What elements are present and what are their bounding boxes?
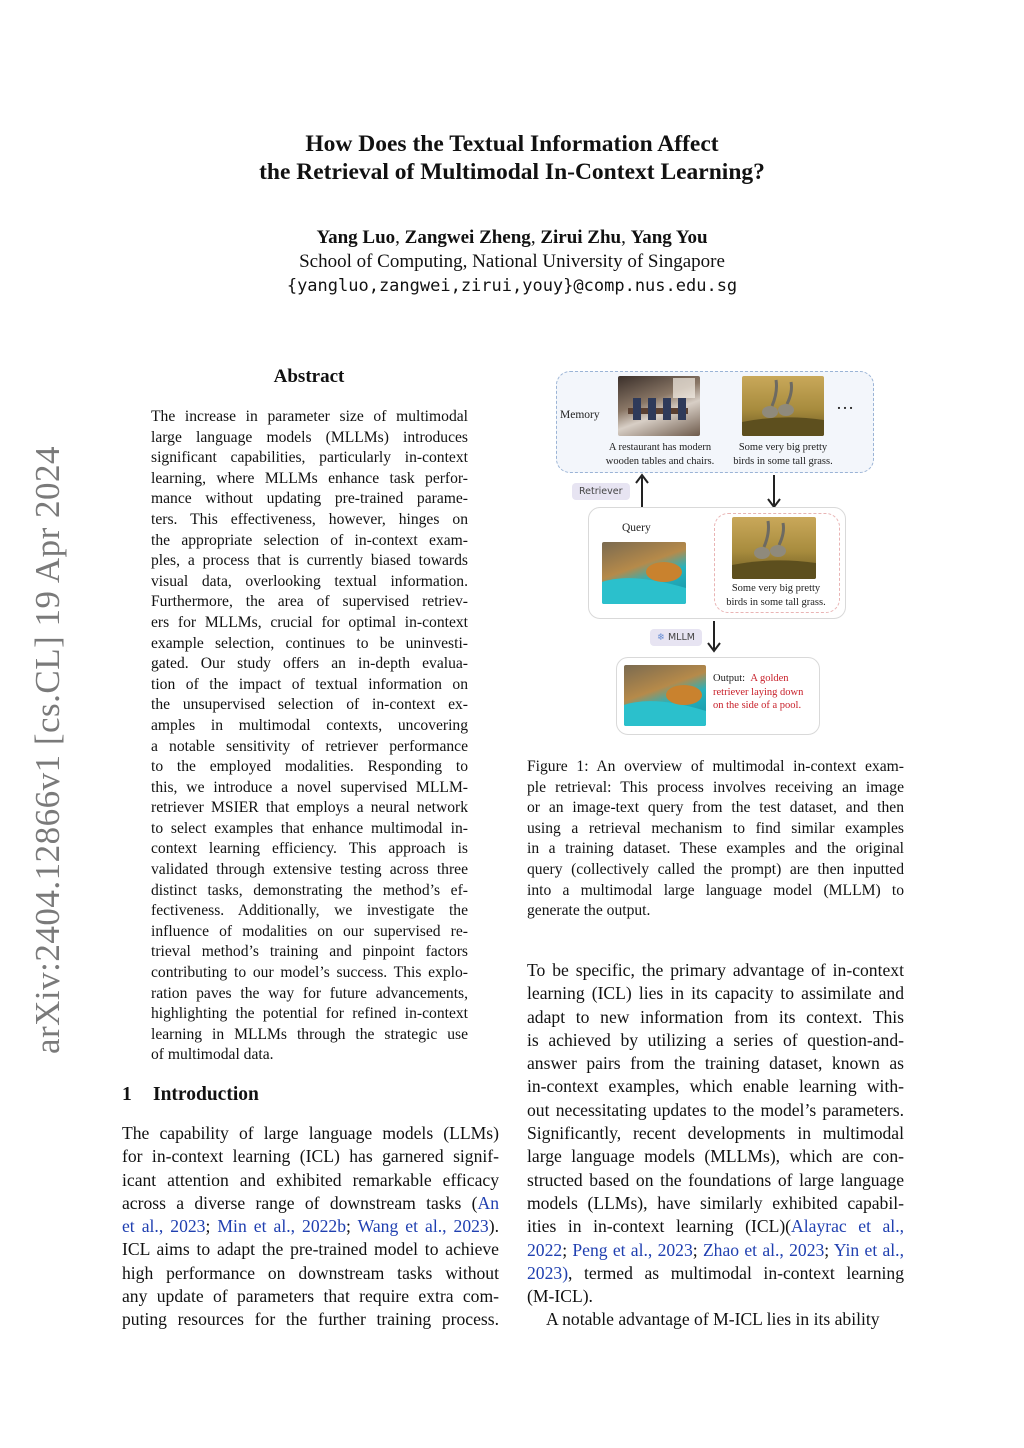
retriever-tag: Retriever	[572, 483, 630, 500]
section-number: 1	[122, 1084, 132, 1105]
dog-pool-illustration	[624, 665, 706, 726]
output-label: Output:	[713, 673, 746, 684]
output-text-line: on the side of a pool.	[713, 700, 802, 711]
caption-line: query (collectively called the prompt) are then inputted	[527, 860, 904, 878]
text-line: is achieved by utilizing a series of question-and-	[527, 1029, 904, 1050]
restaurant-image	[618, 376, 700, 436]
example-birds-image	[732, 517, 816, 579]
intro-paragraph-left	[122, 1122, 499, 1332]
abstract-line: tion of the impact of textual information on	[151, 675, 468, 693]
citation-link[interactable]: 2023)	[527, 1262, 569, 1283]
query-image	[602, 542, 686, 604]
text-fragment: across a diverse range of downstream tasks (	[122, 1192, 478, 1213]
author-name: Yang Luo	[316, 227, 396, 248]
birds-illustration	[732, 517, 816, 579]
caption-line: wooden tables and chairs.	[605, 455, 715, 467]
abstract-line: context learning efficiency. This approach is	[151, 840, 468, 858]
text-line: ICL aims to adapt the pre-trained model to achieve	[122, 1239, 499, 1260]
caption-line: A restaurant has modern	[608, 442, 712, 453]
text-line	[527, 1215, 904, 1238]
text-line	[527, 1262, 904, 1285]
output-text-line: A golden	[750, 673, 789, 684]
abstract-line: influence of modalities on our supervised re-	[151, 922, 468, 940]
abstract-line: trieval method’s training and pinpoint factors	[151, 943, 468, 961]
author-name: Zirui Zhu	[540, 227, 622, 248]
more-items-ellipsis: …	[836, 393, 854, 413]
abstract-line: ers for MLLMs, crucial for optimal in-context	[151, 613, 468, 631]
text-line	[122, 1192, 499, 1215]
text-line	[122, 1215, 499, 1238]
text-line: learning (ICL) lies in its capacity to assimilate and	[527, 983, 904, 1004]
abstract-line: to select examples that enhance multimodal in-	[151, 819, 468, 837]
text-fragment: ;	[562, 1239, 573, 1260]
citation-link[interactable]: Alayrac et al.,	[791, 1216, 904, 1237]
intro-paragraph-right	[527, 959, 904, 1332]
text-line: answer pairs from the training dataset, known as	[527, 1053, 904, 1074]
abstract-line: the unsupervised selection of in-context ex-	[151, 696, 468, 714]
title-line-1: How Does the Textual Information Affect	[305, 131, 719, 157]
abstract-heading: Abstract	[273, 366, 345, 387]
abstract-line: large language models (MLLMs) introduces	[151, 428, 468, 446]
abstract-line: amples in multimodal contexts, uncovering	[151, 716, 468, 734]
abstract-line: visual data, overlooking textual information.	[151, 572, 468, 590]
abstract-line: gated. Our study offers an in-depth evalua-	[151, 655, 468, 673]
text-line: To be specific, the primary advantage of in-context	[527, 960, 904, 980]
output-text-line: retriever laying down	[713, 686, 804, 698]
dog-pool-illustration	[602, 542, 686, 604]
abstract-line: example selection, continues to be uninvesti-	[151, 634, 468, 652]
text-fragment: ;	[824, 1239, 834, 1260]
caption-line	[713, 672, 823, 686]
abstract-line: retriever MSIER that employs a neural network	[151, 799, 468, 817]
output-text	[713, 672, 823, 713]
text-line: high performance on downstream tasks without	[122, 1262, 499, 1283]
text-line: adapt to new information from its context. This	[527, 1006, 904, 1027]
memory-caption-birds	[723, 441, 843, 468]
text-line: structed based on the foundations of large language	[527, 1169, 904, 1190]
author-name: Yang You	[630, 227, 708, 248]
text-line	[527, 1239, 904, 1262]
birds-illustration	[742, 376, 824, 436]
citation-link[interactable]: 2022	[527, 1239, 563, 1260]
text-line: out necessitating updates to the model’s parameters.	[527, 1099, 904, 1120]
abstract-line: ration paves the way for future advancements,	[151, 984, 468, 1002]
abstract-line: significant capabilities, particularly in-context	[151, 449, 468, 467]
caption-line: in a training dataset. These examples and the original	[527, 840, 904, 858]
abstract-line: Furthermore, the area of supervised retriev-	[151, 593, 468, 611]
abstract-line: mance without updating pre-trained parame-	[151, 490, 468, 508]
text-fragment: ).	[488, 1216, 499, 1237]
abstract-line: contributing to our model’s success. This explo-	[151, 964, 468, 982]
down-arrow-icon	[704, 619, 724, 653]
caption-line: Some very big pretty	[731, 583, 821, 594]
example-caption	[716, 582, 836, 609]
citation-link[interactable]: Peng et al., 2023	[572, 1239, 693, 1260]
abstract-line: learning in MLLMs through the strategic use	[151, 1025, 468, 1043]
caption-line: birds in some tall grass.	[726, 596, 826, 608]
text-line: puting resources for the further training process.	[122, 1309, 499, 1330]
citation-link[interactable]: Wang et al., 2023	[357, 1216, 489, 1237]
caption-line: ple retrieval: This process involves receiving an image	[527, 778, 904, 796]
restaurant-illustration	[618, 376, 700, 436]
abstract-line: of multimodal data.	[151, 1046, 274, 1064]
text-line: for in-context learning (ICL) has garnered signif-	[122, 1146, 499, 1167]
text-line: A notable advantage of M-ICL lies in its ability	[546, 1309, 880, 1330]
output-image	[624, 665, 706, 726]
section-heading-introduction	[122, 1084, 259, 1106]
figure-1-caption	[527, 757, 904, 922]
abstract-line: the appropriate selection of in-context exam-	[151, 531, 468, 549]
text-fragment: ities in in-context learning (ICL)(	[527, 1216, 792, 1237]
author-email: {yangluo,zangwei,zirui,youy}@comp.nus.edu.sg	[286, 276, 738, 296]
citation-link[interactable]: Zhao et al., 2023	[702, 1239, 825, 1260]
caption-line: Figure 1: An overview of multimodal in-context exam-	[527, 758, 904, 775]
caption-line: into a multimodal large language model (MLLM) to	[527, 881, 904, 899]
citation-link[interactable]: Yin et al.,	[833, 1239, 904, 1260]
text-fragment: ;	[692, 1239, 703, 1260]
text-line: any update of parameters that require extra com-	[122, 1286, 499, 1307]
figure-1-diagram	[550, 365, 880, 740]
mllm-label: MLLM	[667, 632, 695, 643]
abstract-line: validated through extensive testing across three	[151, 861, 468, 879]
abstract-line: a notable sensitivity of retriever performance	[151, 737, 468, 755]
citation-link[interactable]: Min et al., 2022b	[217, 1216, 347, 1237]
author-name: Zangwei Zheng	[404, 227, 531, 248]
query-label: Query	[622, 522, 651, 534]
text-line: Significantly, recent developments in multimodal	[527, 1123, 904, 1144]
text-fragment: ;	[346, 1216, 358, 1237]
text-fragment: , termed as multimodal in-context learning	[568, 1262, 904, 1283]
birds-image	[742, 376, 824, 436]
abstract-line: to the employed modalities. Responding to	[151, 758, 468, 776]
citation-link[interactable]: An	[477, 1192, 499, 1213]
text-line: in-context examples, which enable learning with-	[527, 1076, 904, 1097]
citation-link[interactable]: et al., 2023	[122, 1216, 206, 1237]
abstract-line: The increase in parameter size of multimodal	[151, 408, 468, 425]
memory-label: Memory	[560, 409, 600, 421]
abstract-body	[151, 407, 468, 1066]
abstract-line: ters. This effectiveness, however, hinges on	[151, 510, 468, 528]
title-line-2: the Retrieval of Multimodal In-Context Learning?	[259, 159, 765, 185]
caption-line: using a retrieval mechanism to find similar examples	[527, 819, 904, 837]
text-fragment: ;	[205, 1216, 218, 1237]
caption-line: birds in some tall grass.	[733, 455, 833, 467]
abstract-line: learning, where MLLMs enhance task perfor-	[151, 469, 468, 487]
paper-title	[0, 130, 1024, 186]
caption-line: Some very big pretty	[738, 442, 828, 453]
arxiv-identifier: arXiv:2404.12866v1 [cs.CL] 19 Apr 2024	[28, 445, 67, 1055]
author-list: Yang Luo, Zangwei Zheng, Zirui Zhu, Yang You	[316, 227, 708, 248]
text-line: icant attention and exhibited remarkable efficacy	[122, 1169, 499, 1190]
abstract-line: fectiveness. Additionally, we investigate the	[151, 902, 468, 920]
abstract-line: this, we introduce a novel supervised MLLM-	[151, 778, 468, 796]
snowflake-icon: ❄	[657, 632, 668, 643]
text-line: (M-ICL).	[527, 1286, 593, 1307]
memory-caption-restaurant	[600, 441, 720, 468]
affiliation: School of Computing, National University of Singapore	[299, 251, 725, 272]
text-line: models (LLMs), have similarly exhibited capabil-	[527, 1192, 904, 1213]
abstract-line: ples, a process that is currently biased towards	[151, 552, 468, 570]
abstract-line: highlighting the potential for refined in-context	[151, 1005, 468, 1023]
caption-line: generate the output.	[527, 902, 651, 920]
down-arrow-icon	[764, 473, 784, 509]
section-title: Introduction	[153, 1084, 259, 1105]
caption-line: or an image-text query from the test dataset, and then	[527, 799, 904, 817]
text-line: The capability of large language models (LLMs)	[122, 1123, 499, 1143]
text-line: large language models (MLLMs), which are con-	[527, 1146, 904, 1167]
mllm-tag	[650, 629, 702, 646]
abstract-line: distinct tasks, demonstrating the method’s ef-	[151, 881, 468, 899]
